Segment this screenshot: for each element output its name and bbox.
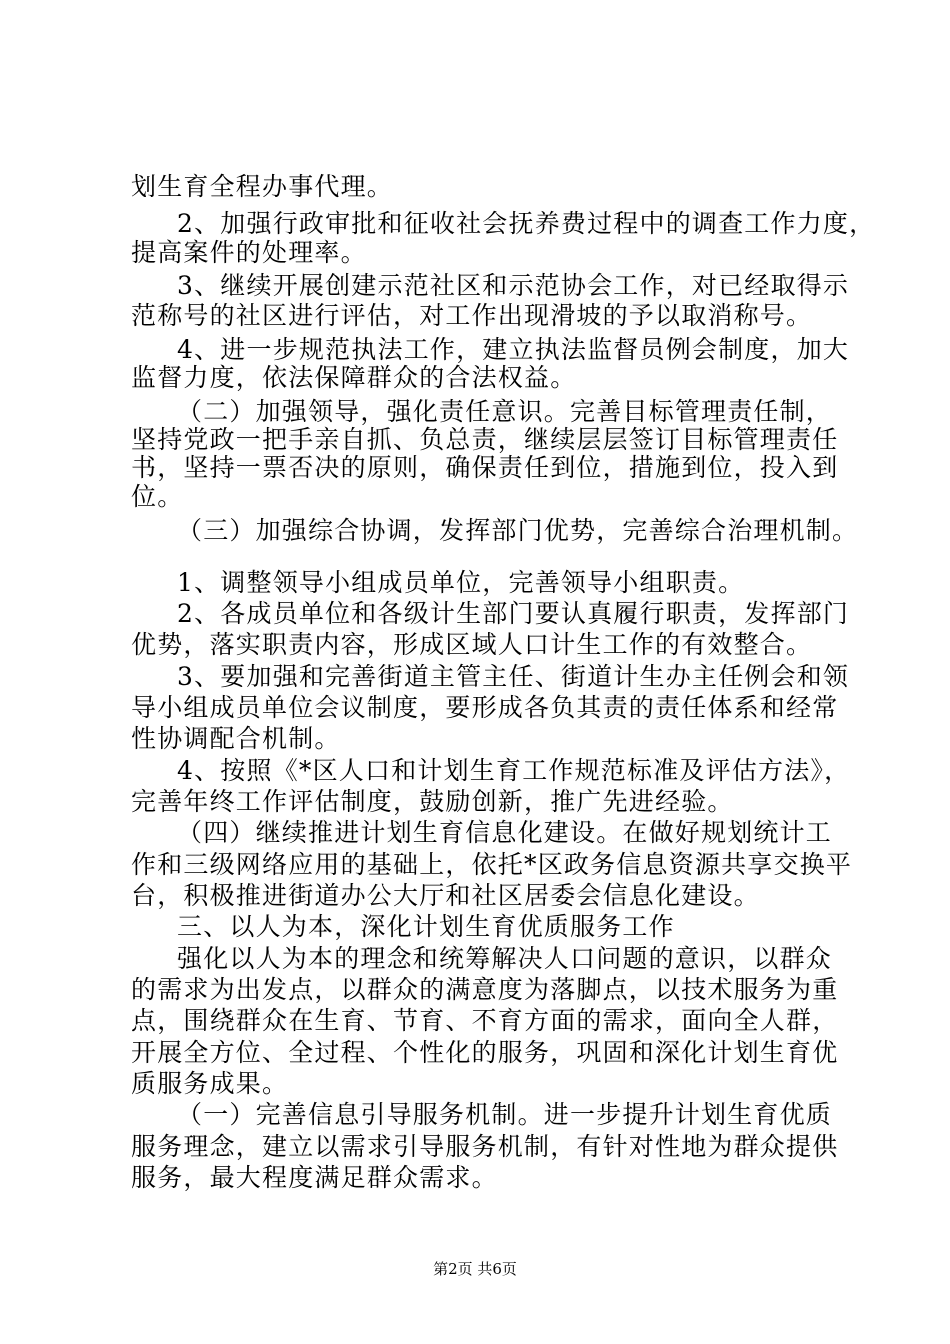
text-line: 完善年终工作评估制度，鼓励创新，推广先进经验。 [131,787,734,816]
text-line: 1、调整领导小组成员单位，完善领导小组职责。 [177,568,745,597]
text-line: 划生育全程办事代理。 [131,172,394,201]
text-line: 4、按照《*区人口和计划生育工作规范标准及评估方法》， [177,756,851,785]
text-line: 强化以人为本的理念和统筹解决人口问题的意识，以群众 [177,944,833,973]
text-line: 导小组成员单位会议制度，要形成各负其责的责任体系和经常 [131,693,839,722]
text-line: 台，积极推进街道办公大厅和社区居委会信息化建设。 [131,881,760,910]
text-line: 2、加强行政审批和征收社会抚养费过程中的调查工作力度， [177,209,876,238]
text-line: 4、进一步规范执法工作，建立执法监督员例会制度，加大 [177,335,850,364]
text-line: 作和三级网络应用的基础上，依托*区政务信息资源共享交换平 [131,850,853,879]
text-line: （二）加强领导，强化责任意识。完善目标管理责任制， [177,397,833,426]
page-number-footer: 第2页 共6页 [433,1260,517,1278]
text-line: 服务理念，建立以需求引导服务机制，有针对性地为群众提供 [131,1132,839,1161]
text-line: 点，围绕群众在生育、节育、不育方面的需求，面向全人群， [131,1006,839,1035]
text-line: 提高案件的处理率。 [131,238,367,267]
text-line: 坚持党政一把手亲自抓、负总责，继续层层签订目标管理责任 [131,425,839,454]
text-line: 位。 [131,482,184,511]
text-line: 3、继续开展创建示范社区和示范协会工作，对已经取得示 [177,271,850,300]
text-line: （三）加强综合协调，发挥部门优势，完善综合治理机制。 [177,516,859,545]
text-line: 监督力度，依法保障群众的合法权益。 [131,363,577,392]
text-line: 的需求为出发点，以群众的满意度为落脚点，以技术服务为重 [131,975,839,1004]
text-line: 书，坚持一票否决的原则，确保责任到位，措施到位，投入到 [131,453,839,482]
text-line: 质服务成果。 [131,1069,289,1098]
text-line: 优势，落实职责内容，形成区域人口计生工作的有效整合。 [131,630,813,659]
text-line: 3、要加强和完善街道主管主任、街道计生办主任例会和领 [177,662,850,691]
section-heading: 三、以人为本，深化计划生育优质服务工作 [177,912,675,941]
text-line: 服务，最大程度满足群众需求。 [131,1163,498,1192]
text-line: （一）完善信息引导服务机制。进一步提升计划生育优质 [177,1100,833,1129]
text-line: 2、各成员单位和各级计生部门要认真履行职责，发挥部门 [177,599,850,628]
text-line: 范称号的社区进行评估，对工作出现滑坡的予以取消称号。 [131,301,813,330]
text-line: 性协调配合机制。 [131,724,341,753]
text-line: 开展全方位、全过程、个性化的服务，巩固和深化计划生育优 [131,1038,839,1067]
text-line: （四）继续推进计划生育信息化建设。在做好规划统计工 [177,818,833,847]
